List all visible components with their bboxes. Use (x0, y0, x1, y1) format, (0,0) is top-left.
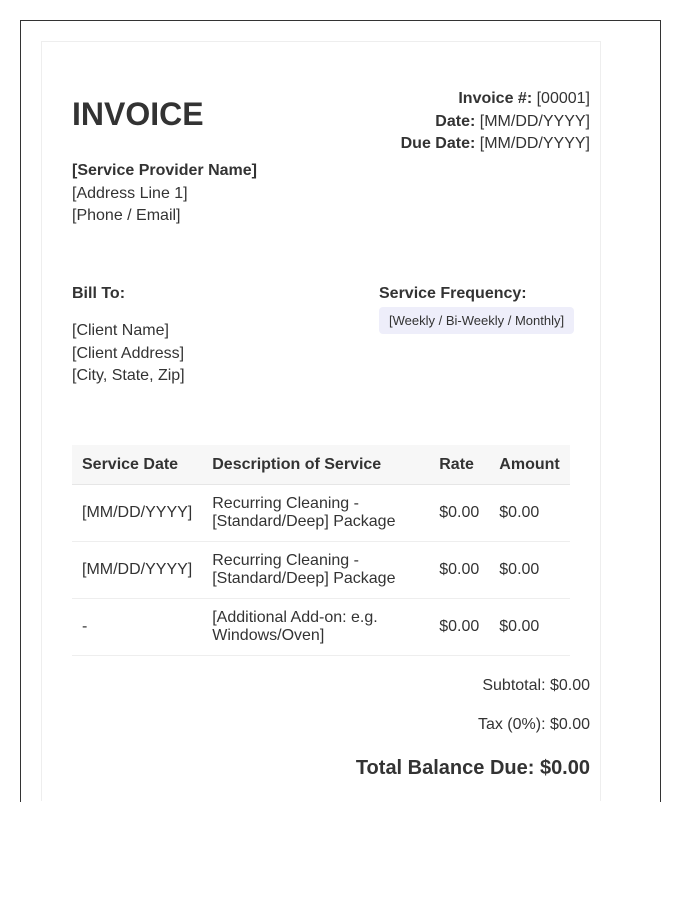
description-cell: [Additional Add-on: e.g. Windows/Oven] (202, 599, 429, 656)
provider-contact: [Phone / Email] (72, 207, 181, 224)
table-row (72, 599, 570, 656)
description-cell: Recurring Cleaning - [Standard/Deep] Package (202, 485, 429, 542)
header-description: Description of Service (202, 445, 429, 485)
service-date-cell: [MM/DD/YYYY] (72, 485, 202, 542)
invoice-paper (41, 41, 601, 801)
description-cell: Recurring Cleaning - [Standard/Deep] Package (202, 542, 429, 599)
tax: Tax (0%): $0.00 (477, 716, 590, 733)
header-rate: Rate (429, 445, 489, 485)
table-row (72, 485, 570, 542)
amount-cell: $0.00 (489, 599, 570, 656)
invoice-number-value: [00001] (536, 90, 590, 107)
due-date-value: [MM/DD/YYYY] (479, 135, 590, 152)
amount-cell: $0.00 (489, 485, 570, 542)
service-frequency-badge: [Weekly / Bi-Weekly / Monthly] (379, 307, 574, 334)
service-date-cell: - (72, 599, 202, 656)
client-city: [City, State, Zip] (72, 367, 185, 384)
provider-address: [Address Line 1] (72, 184, 188, 202)
rate-cell: $0.00 (429, 599, 489, 656)
invoice-meta (401, 88, 590, 156)
invoice-number-label: Invoice #: (458, 90, 533, 107)
invoice-number-line (401, 88, 590, 111)
provider-name: [Service Provider Name] (72, 162, 257, 179)
header-amount: Amount (489, 445, 570, 485)
table-row (72, 542, 570, 599)
bill-to-label: Bill To: (72, 285, 126, 302)
client-info (72, 320, 185, 388)
service-date-cell: [MM/DD/YYYY] (72, 542, 202, 599)
total-balance-due: Total Balance Due: $0.00 (355, 757, 590, 779)
client-name: [Client Name] (72, 322, 169, 339)
subtotal: Subtotal: $0.00 (482, 677, 590, 694)
provider-info (72, 160, 257, 228)
invoice-date-line (401, 111, 590, 134)
header-service-date: Service Date (72, 445, 202, 485)
table-header-row (72, 445, 570, 485)
rate-cell: $0.00 (429, 485, 489, 542)
client-address: [Client Address] (72, 344, 185, 362)
amount-cell: $0.00 (489, 542, 570, 599)
service-frequency-label: Service Frequency: (379, 285, 527, 302)
services-table (72, 445, 570, 656)
invoice-date-value: [MM/DD/YYYY] (479, 112, 590, 130)
due-date-label: Due Date: (400, 135, 476, 152)
service-frequency (379, 283, 574, 334)
invoice-title: INVOICE (72, 96, 204, 132)
due-date-line (401, 133, 590, 156)
rate-cell: $0.00 (429, 542, 489, 599)
invoice-date-label: Date: (435, 112, 476, 130)
